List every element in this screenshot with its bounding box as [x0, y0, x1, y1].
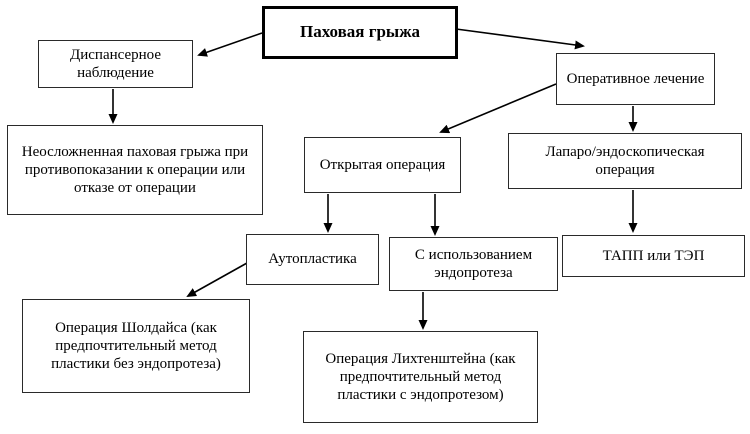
node-open-surgery — [304, 137, 461, 193]
node-autoplasty-label: Аутопластика — [268, 251, 357, 268]
node-laparo-endoscopic-surgery — [508, 133, 742, 189]
arrow-autoplasty-to-shouldice — [188, 263, 247, 296]
node-dispensary-observation — [38, 40, 193, 88]
node-tapp-or-tep-label: ТАПП или ТЭП — [602, 247, 705, 264]
node-inguinal-hernia — [262, 6, 458, 59]
arrow-root-to-operative — [456, 29, 583, 46]
node-dispensary-observation-label: Диспансерное наблюдение — [70, 46, 161, 81]
node-laparo-endoscopic-surgery-label: Лапаро/эндоскопическая операция — [545, 143, 705, 178]
node-tapp-or-tep — [562, 235, 745, 277]
node-uncomplicated-hernia-label: Неосложненная паховая грыжа при противопоказании к операции или отказе от операции — [21, 143, 249, 197]
node-autoplasty — [246, 234, 379, 285]
node-operative-treatment — [556, 53, 715, 105]
node-shouldice-operation-label: Операция Шолдайса (как предпочтительный метод пластики без эндопротеза) — [51, 319, 221, 373]
node-operative-treatment-label: Оперативное лечение — [566, 70, 705, 87]
node-open-surgery-label: Открытая операция — [319, 156, 446, 173]
node-with-endoprosthesis — [389, 237, 558, 291]
node-lichtenstein-operation — [303, 331, 538, 423]
node-uncomplicated-hernia — [7, 125, 263, 215]
node-with-endoprosthesis-label: С использованием эндопротеза — [414, 246, 533, 281]
node-lichtenstein-operation-label: Операция Лихтенштейна (как предпочтительный метод пластики с эндопротезом) — [325, 350, 516, 404]
arrow-root-to-dispensary — [199, 33, 262, 55]
node-inguinal-hernia-label: Паховая грыжа — [299, 22, 421, 42]
arrow-operative-to-open-surgery — [441, 84, 556, 132]
node-shouldice-operation — [22, 299, 250, 393]
